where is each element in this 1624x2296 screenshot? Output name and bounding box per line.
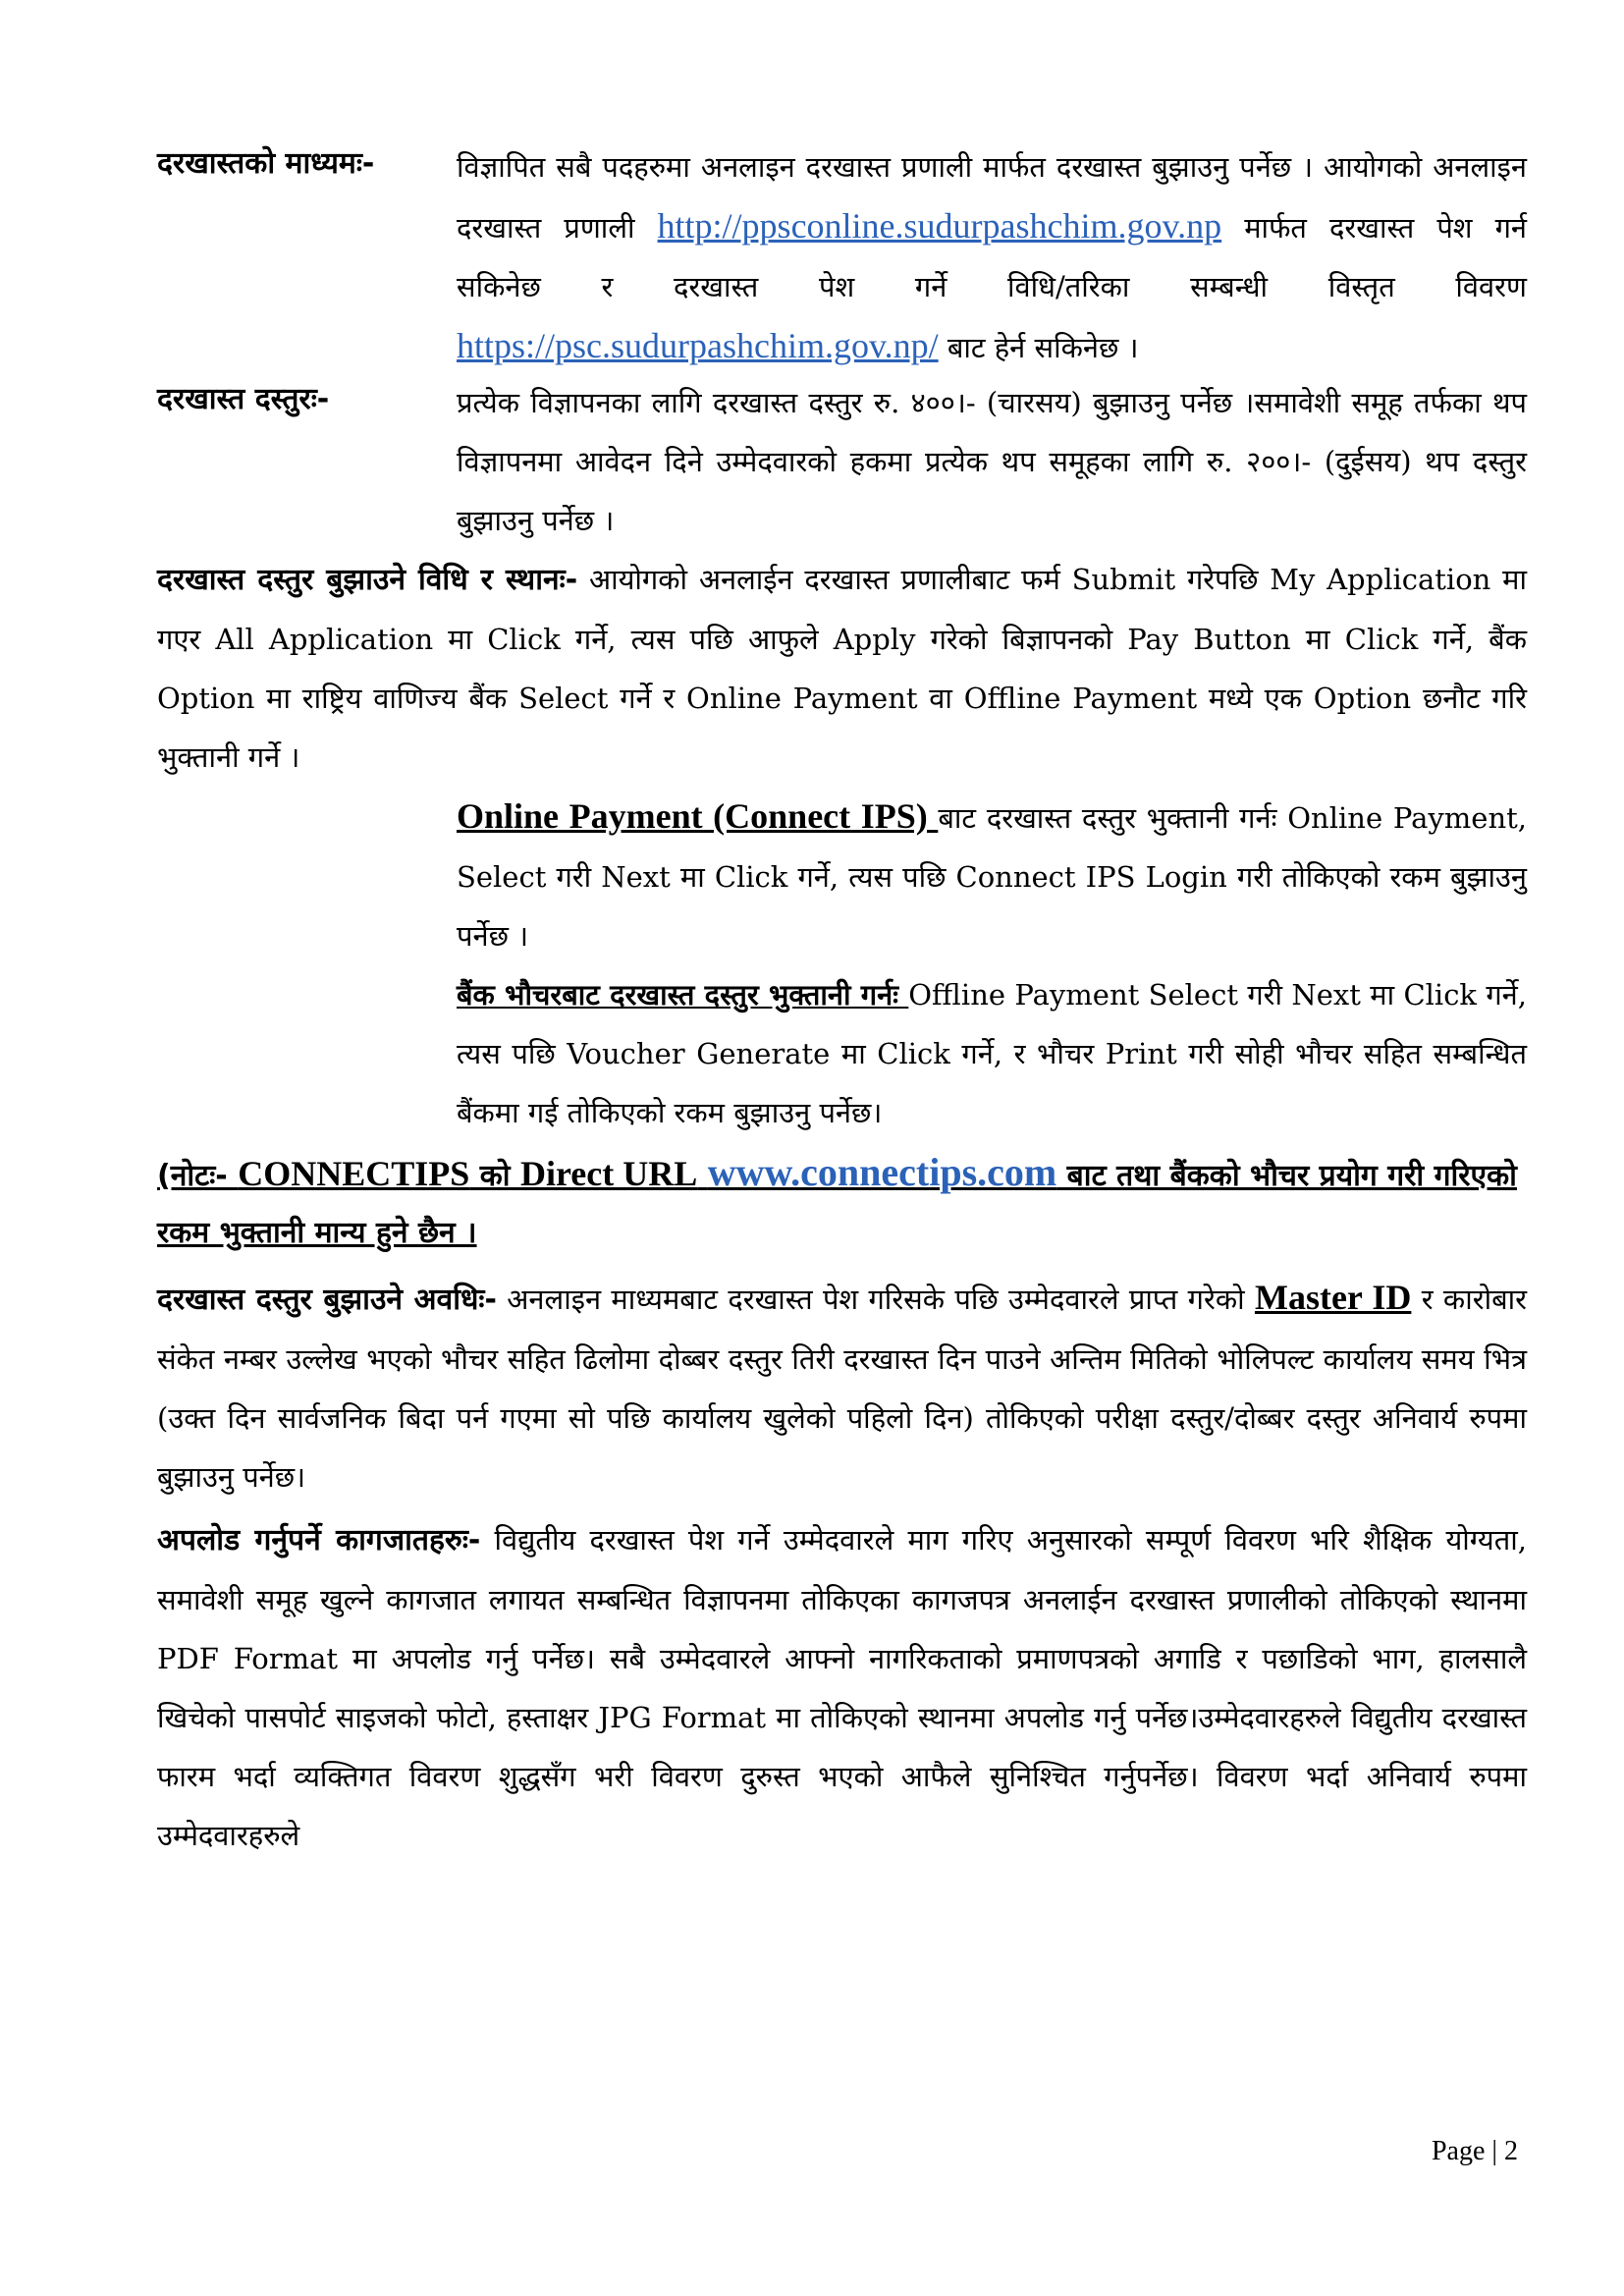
- section-fee-payment-method: [157, 550, 1527, 1142]
- section-body: दरखास्त दस्तुर बुझाउने विधि र स्थानः- आयोगको अनलाईन दरखास्त प्रणालीबाट फर्म Submit गरेपछि My Application मा गएर All Application मा Click गर्ने, त्यस पछि आफुले Apply गरेको बिज्ञापनको Pay Button मा Click गर्ने, बैंक Option मा राष्ट्रिय वाणिज्य बैंक Select गर्ने र Online Payment वा Offline Payment मध्ये एक Option छनौट गरि भुक्तानी गर्ने । Online Payment (Connect IPS) बाट दरखास्त दस्तुर भुक्तानी गर्नः Online Payment, Select गरी Next मा Click गर्ने, त्यस पछि Connect IPS Login गरी तोकिएको रकम बुझाउनु पर्नेछ । बैंक भौचरबाट दरखास्त दस्तुर भुक्तानी गर्नः Offline Payment Select गरी Next मा Click गर्ने, त्यस पछि Voucher Generate मा Click गर्ने, र भौचर Print गरी सोही भौचर सहित सम्बन्धित बैंकमा गई तोकिएको रकम बुझाउनु पर्नेछ।: [157, 563, 1527, 1129]
- master-id-text: Master ID: [1254, 1278, 1412, 1317]
- document-page: [157, 137, 1527, 1865]
- section-label: दरखास्त दस्तुरः-: [157, 382, 330, 416]
- psc-website-link[interactable]: https://psc.sudurpashchim.gov.np/: [457, 326, 939, 365]
- section-body: अपलोड गर्नुपर्ने कागजातहरुः- विद्युतीय दरखास्त पेश गर्ने उम्मेदवारले माग गरिए अनुसारको सम्पूर्ण विवरण भरि शैक्षिक योग्यता, समावेशी समूह खुल्ने कागजात लगायत सम्बन्धित विज्ञापनमा तोकिएका कागजपत्र अनलाईन दरखास्त प्रणालीको तोकिएको स्थानमा PDF Format मा अपलोड गर्नु पर्नेछ। सबै उम्मेदवारले आफ्नो नागरिकताको प्रमाणपत्रको अगाडि र पछाडिको भाग, हालसालै खिचेको पासपोर्ट साइजको फोटो, हस्ताक्षर JPG Format मा तोकिएको स्थानमा अपलोड गर्नु पर्नेछ।उम्मेदवारहरुले विद्युतीय दरखास्त फारम भर्दा व्यक्तिगत विवरण शुद्धसँग भरी विवरण दुरुस्त भएको आफैले सुनिश्चित गर्नुपर्नेछ। विवरण भर्दा अनिवार्य रुपमा उम्मेदवारहरुले: [157, 1523, 1528, 1852]
- ppsc-online-link[interactable]: http://ppsconline.sudurpashchim.gov.np: [657, 206, 1222, 246]
- section-label: अपलोड गर्नुपर्ने कागजातहरुः-: [157, 1523, 481, 1558]
- section-body: दरखास्त दस्तुर बुझाउने अवधिः- अनलाइन माध्यमबाट दरखास्त पेश गरिसके पछि उम्मेदवारले प्राप्त गरेको Master ID र कारोबार संकेत नम्बर उल्लेख भएको भौचर सहित ढिलोमा दोब्बर दस्तुर तिरी दरखास्त दिन पाउने अन्तिम मितिको भोलिपल्ट कार्यालय समय भित्र (उक्त दिन सार्वजनिक बिदा पर्न गएमा सो पछि कार्यालय खुलेको पहिलो दिन) तोकिएको परीक्षा दस्तुर/दोब्बर दस्तुर अनिवार्य रुपमा बुझाउनु पर्नेछ।: [157, 1278, 1528, 1494]
- section-label: दरखास्तको माध्यमः-: [157, 146, 375, 181]
- connectips-note: (नोटः- CONNECTIPS को Direct URL www.connectips.com बाट तथा बैंकको भौचर प्रयोग गरी गरिएको रकम भुक्तानी मान्य हुने छैन ।: [157, 1150, 1517, 1250]
- section-body: विज्ञापित सबै पदहरुमा अनलाइन दरखास्त प्रणाली मार्फत दरखास्त बुझाउनु पर्नेछ । आयोगको अनलाइन दरखास्त प्रणाली http://ppsconline.sudurpashchim.gov.np मार्फत दरखास्त पेश गर्न सकिनेछ र दरखास्त पेश गर्ने विधि/तरिका सम्बन्धी विस्तृत विवरण https://psc.sudurpashchim.gov.np/ बाट हेर्न सकिनेछ ।: [457, 150, 1527, 365]
- online-payment-heading: Online Payment (Connect IPS): [457, 796, 939, 836]
- section-label: दरखास्त दस्तुर बुझाउने अवधिः-: [157, 1283, 497, 1317]
- voucher-payment-heading: बैंक भौचरबाट दरखास्त दस्तुर भुक्तानी गर्नः: [457, 978, 909, 1011]
- section-upload-documents: [157, 1510, 1527, 1865]
- page-number: Page | 2: [1431, 2136, 1518, 2166]
- connectips-url-link[interactable]: www.connectips.com: [707, 1150, 1057, 1194]
- section-body: प्रत्येक विज्ञापनका लागि दरखास्त दस्तुर रु. ४००।- (चारसय) बुझाउनु पर्नेछ ।समावेशी समूह तर्फका थप विज्ञापनमा आवेदन दिने उम्मेदवारको हकमा प्रत्येक थप समूहका लागि रु. २००।- (दुईसय) थप दस्तुर बुझाउनु पर्नेछ ।: [457, 386, 1527, 537]
- section-application-fee: [157, 373, 1527, 550]
- section-application-medium: [157, 137, 1527, 373]
- section-fee-deadline: [157, 1268, 1527, 1506]
- section-label: दरखास्त दस्तुर बुझाउने विधि र स्थानः-: [157, 563, 578, 597]
